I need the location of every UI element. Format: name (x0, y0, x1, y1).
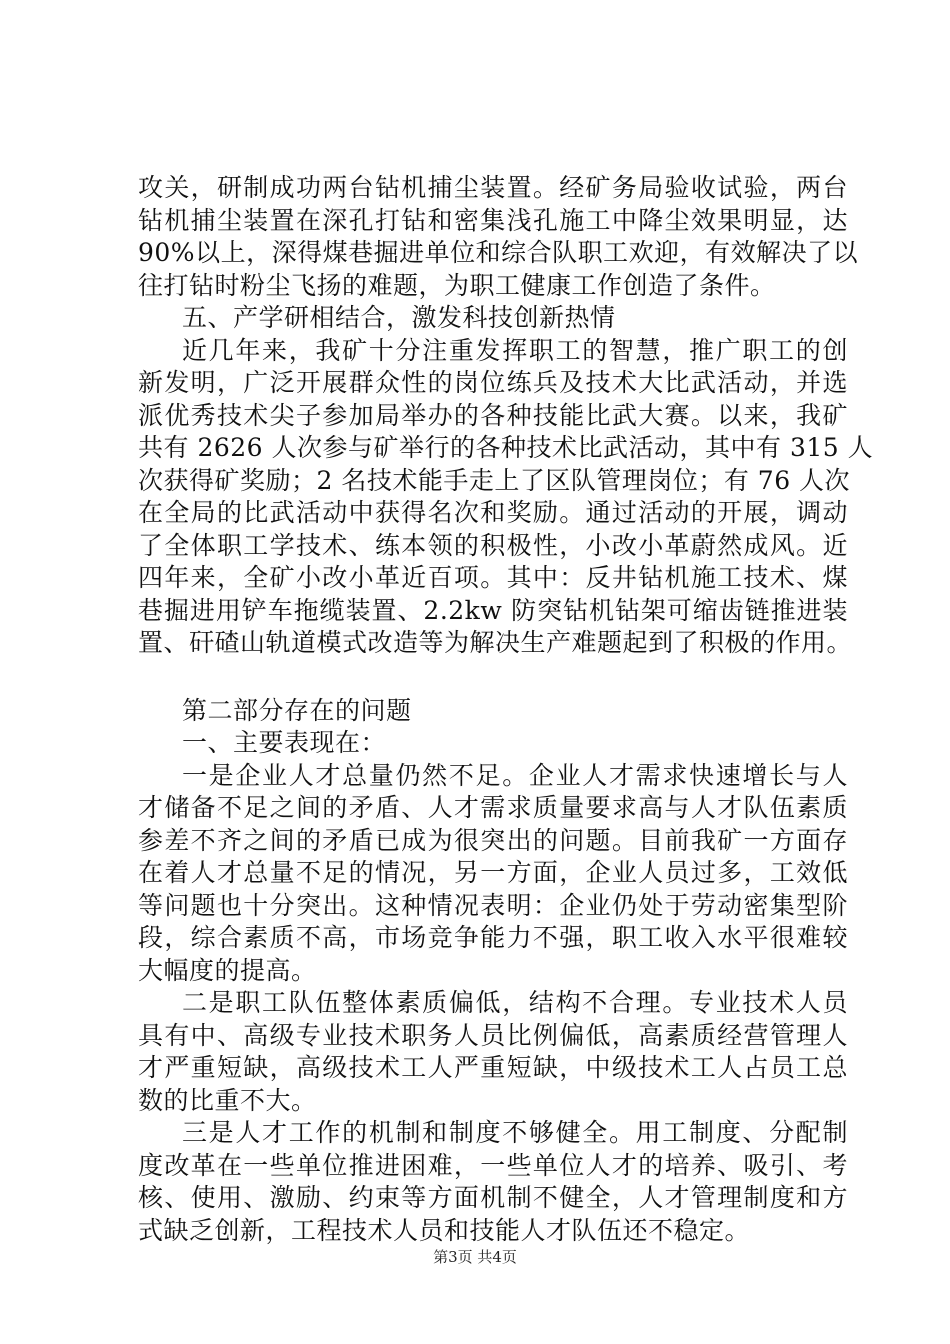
text-line: 四年来，全矿小改小革近百项。其中：反井钻机施工技术、煤 (138, 563, 848, 592)
text-line: 二是职工队伍整体素质偏低，结构不合理。专业技术人员 (182, 988, 848, 1017)
section-heading-5: 五、产学研相结合，激发科技创新热情 (182, 303, 616, 332)
paragraph-innovation (138, 335, 874, 660)
text-line: 钻机捕尘装置在深孔打钻和密集浅孔施工中降尘效果明显，达 (138, 205, 848, 235)
sub-heading: 一、主要表现在： (182, 728, 387, 757)
text-line: 90%以上，深得煤巷掘进单位和综合队职工欢迎，有效解决了以 (138, 238, 859, 267)
text-line: 共有 2626 人次参与矿举行的各种技术比武活动，其中有 315 人 (138, 433, 874, 462)
text-line: 往打钻时粉尘飞扬的难题，为职工健康工作创造了条件。 (138, 270, 776, 300)
part-heading: 第二部分存在的问题 (182, 695, 412, 725)
page-footer: 第3页 共4页 (433, 1248, 517, 1266)
text-line: 才储备不足之间的矛盾、人才需求质量要求高与人才队伍素质 (138, 793, 848, 822)
text-line: 置、矸碴山轨道模式改造等为解决生产难题起到了积极的作用。 (138, 628, 853, 657)
text-line: 段，综合素质不高，市场竞争能力不强，职工收入水平很难较 (138, 923, 848, 952)
document-body (138, 172, 874, 1247)
text-line: 了全体职工学技术、练本领的积极性，小改小革蔚然成风。近 (138, 530, 848, 560)
text-line: 参差不齐之间的矛盾已成为很突出的问题。目前我矿一方面存 (138, 825, 848, 855)
text-line: 度改革在一些单位推进困难，一些单位人才的培养、吸引、考 (138, 1150, 848, 1180)
text-line: 式缺乏创新，工程技术人员和技能人才队伍还不稳定。 (138, 1215, 751, 1245)
paragraph-workforce-quality (138, 987, 848, 1117)
text-line: 核、使用、激励、约束等方面机制不健全，人才管理制度和方 (138, 1183, 848, 1212)
paragraph-talent-shortage (138, 760, 848, 988)
text-line: 攻关，研制成功两台钻机捕尘装置。经矿务局验收试验，两台 (138, 173, 848, 202)
text-line: 近几年来，我矿十分注重发挥职工的智慧，推广职工的创 (182, 335, 848, 365)
text-line: 新发明，广泛开展群众性的岗位练兵及技术大比武活动，并选 (138, 368, 848, 397)
text-line: 一是企业人才总量仍然不足。企业人才需求快速增长与人 (182, 760, 848, 790)
text-line: 数的比重不大。 (138, 1085, 317, 1115)
section-gap (138, 660, 848, 695)
paragraph-mechanism (138, 1117, 848, 1247)
text-line: 才严重短缺，高级技术工人严重短缺，中级技术工人占员工总 (138, 1053, 848, 1082)
text-line: 巷掘进用铲车拖缆装置、2.2kw 防突钻机钻架可缩齿链推进装 (138, 595, 848, 625)
text-line: 大幅度的提高。 (138, 955, 317, 985)
text-line: 派优秀技术尖子参加局举办的各种技能比武大赛。以来，我矿 (138, 400, 848, 430)
text-line: 在着人才总量不足的情况，另一方面，企业人员过多，工效低 (138, 858, 848, 887)
paragraph-dust-device (138, 172, 859, 302)
text-line: 在全局的比武活动中获得名次和奖励。通过活动的开展，调动 (138, 498, 848, 527)
text-line: 等问题也十分突出。这种情况表明：企业仍处于劳动密集型阶 (138, 890, 848, 920)
text-line: 次获得矿奖励；2 名技术能手走上了区队管理岗位；有 76 人次 (138, 465, 851, 495)
text-line: 三是人才工作的机制和制度不够健全。用工制度、分配制 (182, 1118, 848, 1147)
text-line: 具有中、高级专业技术职务人员比例偏低，高素质经营管理人 (138, 1020, 848, 1050)
